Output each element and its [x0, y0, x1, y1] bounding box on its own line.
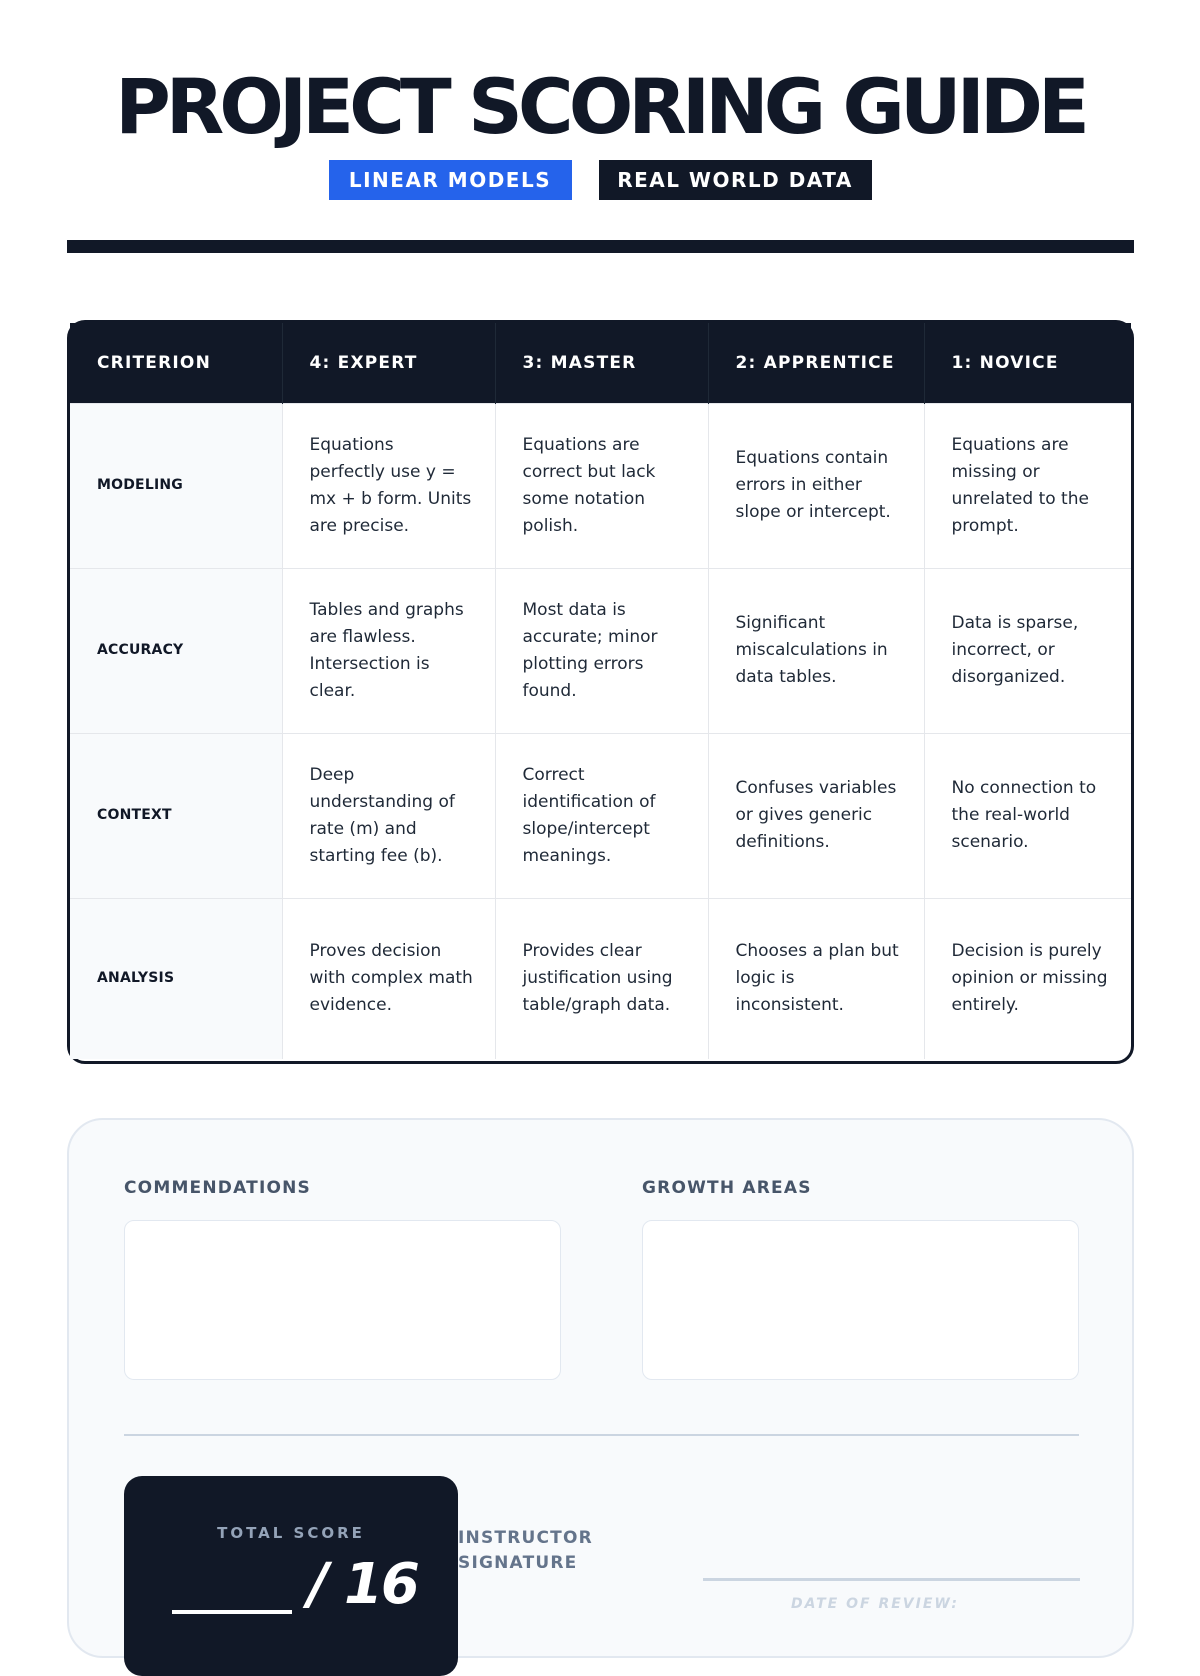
total-score-label: TOTAL SCORE [217, 1524, 365, 1542]
rubric-table [67, 320, 1134, 1064]
rubric-cell: Decision is purely opinion or missing entirely. [924, 898, 1131, 1059]
tag-linear-models: LINEAR MODELS [329, 160, 572, 200]
table-row [70, 898, 1131, 1059]
rubric-cell: Deep understanding of rate (m) and starting fee (b). [282, 733, 495, 898]
rubric-cell: Equations are missing or unrelated to the prompt. [924, 403, 1131, 568]
table-row [70, 403, 1131, 568]
rubric-cell: Proves decision with complex math evidence. [282, 898, 495, 1059]
criterion-cell: MODELING [70, 403, 282, 568]
page-title: PROJECT SCORING GUIDE [115, 62, 1085, 151]
column-header-expert: 4: EXPERT [282, 323, 495, 403]
score-entry-line[interactable] [172, 1610, 292, 1614]
rubric-cell: Data is sparse, incorrect, or disorganized. [924, 568, 1131, 733]
column-header-apprentice: 2: APPRENTICE [708, 323, 924, 403]
tag-real-world-data: REAL WORLD DATA [599, 160, 872, 200]
rubric-cell: Tables and graphs are flawless. Intersection is clear. [282, 568, 495, 733]
table-row [70, 568, 1131, 733]
rubric-header-row [70, 323, 1131, 403]
signature-label: INSTRUCTOR SIGNATURE [458, 1528, 593, 1573]
total-score-card [124, 1476, 458, 1676]
table-row [70, 733, 1131, 898]
rubric-cell: Most data is accurate; minor plotting errors found. [495, 568, 708, 733]
signature-line[interactable] [703, 1578, 1080, 1581]
rubric-cell: Significant miscalculations in data tables. [708, 568, 924, 733]
rubric-cell: Equations perfectly use y = mx + b form. Units are precise. [282, 403, 495, 568]
criterion-cell: ACCURACY [70, 568, 282, 733]
growth-areas-field[interactable] [642, 1220, 1079, 1380]
rubric-cell: Confuses variables or gives generic definitions. [708, 733, 924, 898]
rubric-cell: Chooses a plan but logic is inconsistent. [708, 898, 924, 1059]
title-divider [67, 240, 1134, 253]
column-header-novice: 1: NOVICE [924, 323, 1131, 403]
growth-areas-label: GROWTH AREAS [642, 1178, 812, 1198]
tag-group [0, 160, 1200, 200]
criterion-cell: CONTEXT [70, 733, 282, 898]
rubric-cell: Equations are correct but lack some notation polish. [495, 403, 708, 568]
max-score: / 16 [308, 1552, 418, 1617]
date-of-review-label: DATE OF REVIEW: [791, 1596, 960, 1612]
rubric-cell: Equations contain errors in either slope or intercept. [708, 403, 924, 568]
commendations-field[interactable] [124, 1220, 561, 1380]
rubric-cell: Correct identification of slope/intercept meanings. [495, 733, 708, 898]
column-header-criterion: CRITERION [70, 323, 282, 403]
panel-divider [124, 1434, 1079, 1436]
commendations-label: COMMENDATIONS [124, 1178, 311, 1198]
feedback-panel [67, 1118, 1134, 1658]
column-header-master: 3: MASTER [495, 323, 708, 403]
rubric-cell: Provides clear justification using table/graph data. [495, 898, 708, 1059]
rubric-cell: No connection to the real-world scenario. [924, 733, 1131, 898]
criterion-cell: ANALYSIS [70, 898, 282, 1059]
